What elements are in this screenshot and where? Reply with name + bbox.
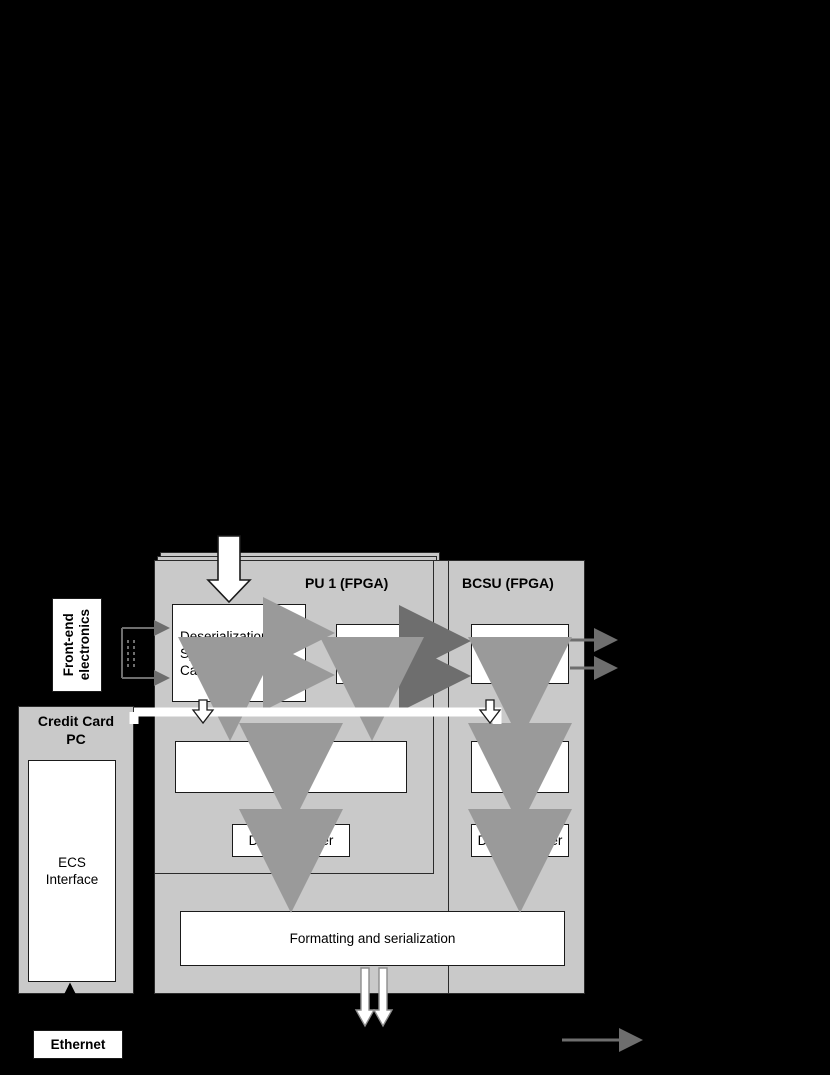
derandomizer-pu-label: Derandomizer (248, 833, 334, 848)
ecs-interface-label: ECS Interface (45, 855, 99, 887)
bcsu-output-arrows (570, 640, 615, 668)
candidates-selection-label: Candidates selection (485, 638, 555, 670)
formatting-serialization-label: Formatting and serialization (289, 931, 456, 946)
pu-panel-title: PU 1 (FPGA) (305, 575, 389, 591)
front-end-electronics-label: Front-end electronics (61, 609, 92, 681)
input-white-arrow (208, 536, 250, 602)
bcsu-panel-title: BCSU (FPGA) (462, 575, 554, 591)
l0-buffer-pu-label: L0 Buffer (263, 759, 319, 775)
l0-buffer-bcsu-label: L0 Buffer (492, 759, 548, 775)
formatting-output-arrows (356, 968, 392, 1026)
pt-label: $p_T$ (364, 642, 380, 663)
credit-card-pc-title: Credit Card PC (37, 713, 115, 747)
derandomizer-bcsu-label: Derandomizer (477, 833, 563, 848)
ethernet-label: Ethernet (50, 1037, 106, 1052)
ecs-control-bus (134, 700, 500, 724)
front-end-links (122, 628, 168, 678)
deserialization-label: Deserialization Synchronization Candidates search (180, 628, 293, 678)
pt-to-bcsu-arrows (410, 641, 462, 676)
deser-to-pt-arrows (308, 633, 326, 675)
